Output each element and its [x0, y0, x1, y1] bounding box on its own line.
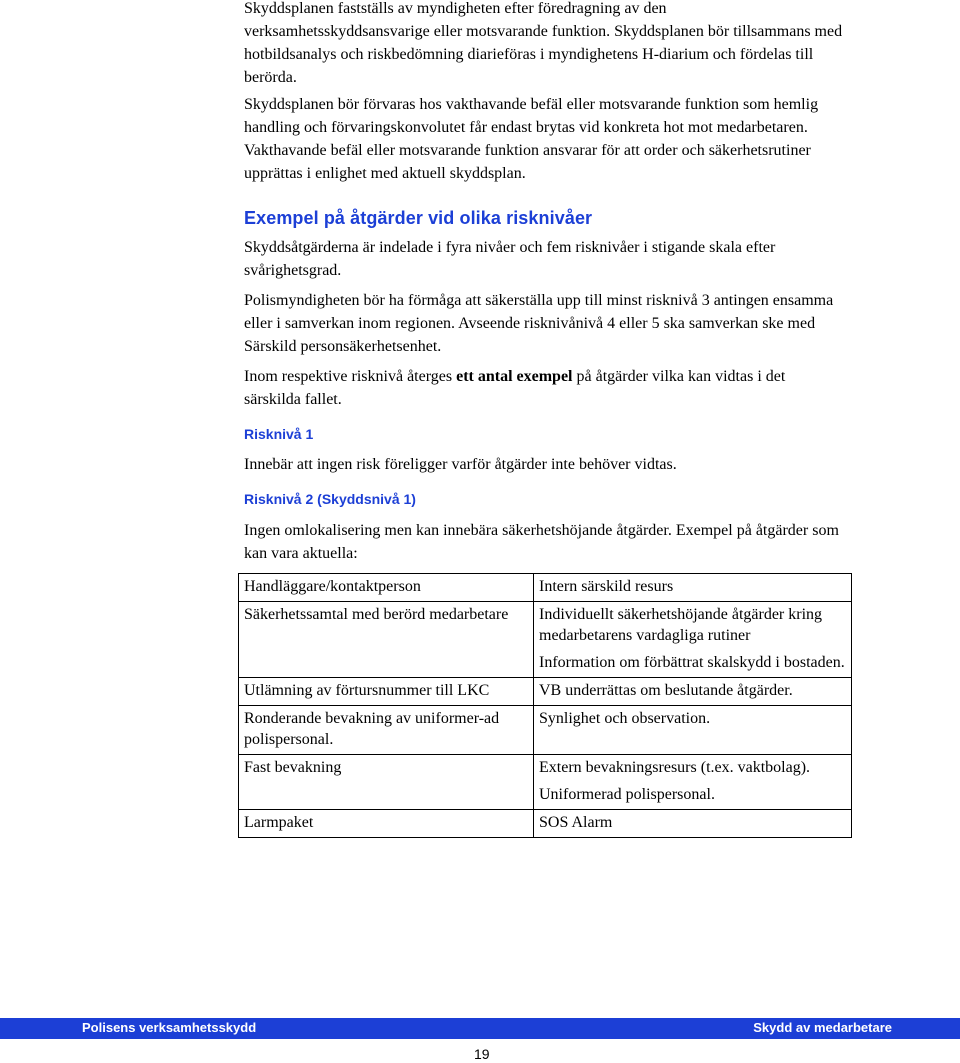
table-cell: [239, 602, 534, 678]
cell-text: Individuellt säkerhetshöjande åtgärder kring medarbetarens vardagliga rutiner: [539, 606, 823, 644]
cell-text: Ronderande bevakning av uniformer-ad polispersonal.: [244, 710, 500, 748]
cell-text: Information om förbättrat skalskydd i bostaden.: [539, 654, 845, 671]
table-cell: [239, 574, 534, 602]
table-row: [239, 574, 852, 602]
table-cell: [534, 706, 852, 755]
table-cell: [239, 810, 534, 838]
footer-right-title: Skydd av medarbetare: [753, 1020, 892, 1035]
paragraph-exempel: [244, 365, 844, 411]
table-cell: [239, 706, 534, 755]
table-cell: [534, 810, 852, 838]
paragraph-skyddsplan-faststalls: Skyddsplanen fastställs av myndigheten efter föredragning av den verksamhetsskyddsansvarige eller motsvarande funktion. Skyddsplanen bör tillsammans med hotbildsanalys och riskbedömning diarieföras i myndighetens H-diarium och fördelas till berörda.: [244, 0, 843, 86]
cell-text: Utlämning av förtursnummer till LKC: [244, 682, 490, 699]
cell-text: Fast bevakning: [244, 759, 342, 776]
risk-level-1-heading: Risknivå 1: [244, 426, 314, 442]
paragraph-polismyndigheten: Polismyndigheten bör ha förmåga att säkerställa upp till minst risknivå 3 antingen ensamma eller i samverkan inom regionen. Avseende risknivånivå 4 eller 5 ska samverkan ske med Särskild personsäkerhetsenhet.: [244, 292, 834, 355]
table-cell: [534, 755, 852, 810]
risk-level-1-text: Innebär att ingen risk föreligger varför åtgärder inte behöver vidtas.: [244, 456, 677, 473]
table-cell: [534, 678, 852, 706]
paragraph-exempel-start: Inom respektive risknivå återges: [244, 368, 457, 385]
cell-text: Uniformerad polispersonal.: [539, 786, 715, 803]
cell-text: Handläggare/kontaktperson: [244, 578, 421, 595]
table-row: [239, 706, 852, 755]
cell-text: VB underrättas om beslutande åtgärder.: [539, 682, 793, 699]
measures-table: [238, 573, 852, 838]
cell-text: Säkerhetssamtal med berörd medarbetare: [244, 606, 509, 623]
cell-text: Synlighet och observation.: [539, 710, 711, 727]
paragraph-exempel-end: på åtgärder vilka kan vidtas i det särskilda fallet.: [244, 368, 786, 408]
section-heading: Exempel på åtgärder vid olika risknivåer: [244, 208, 593, 228]
risk-level-2-text: Ingen omlokalisering men kan innebära säkerhetshöjande åtgärder. Exempel på åtgärder som kan vara aktuella:: [244, 522, 839, 562]
table-row: [239, 755, 852, 810]
cell-text: SOS Alarm: [539, 814, 613, 831]
cell-text: Larmpaket: [244, 814, 314, 831]
paragraph-exempel-bold: ett antal exempel: [456, 368, 573, 385]
page-number: 19: [474, 1046, 490, 1062]
table-row: [239, 810, 852, 838]
paragraph-indelning: Skyddsåtgärderna är indelade i fyra nivåer och fem risknivåer i stigande skala efter svårighetsgrad.: [244, 239, 776, 279]
table-row: [239, 602, 852, 678]
cell-text: Extern bevakningsresurs (t.ex. vaktbolag).: [539, 759, 811, 776]
paragraph-skyddsplan-forvaring: Skyddsplanen bör förvaras hos vakthavande befäl eller motsvarande funktion som hemlig handling och förvaringskonvolutet får endast brytas vid konkreta hot mot medarbetaren. Vakthavande befäl eller motsvarande funktion ansvarar för att order och säkerhetsrutiner upprättas i enlighet med aktuell skyddsplan.: [244, 96, 819, 182]
table-cell: [239, 755, 534, 810]
table-row: [239, 678, 852, 706]
footer-bar: [0, 1018, 960, 1039]
footer-left-title: Polisens verksamhetsskydd: [82, 1020, 257, 1035]
table-cell: [534, 574, 852, 602]
table-cell: [534, 602, 852, 678]
risk-level-2-heading: Risknivå 2 (Skyddsnivå 1): [244, 491, 416, 507]
cell-text: Intern särskild resurs: [539, 578, 674, 595]
table-cell: [239, 678, 534, 706]
